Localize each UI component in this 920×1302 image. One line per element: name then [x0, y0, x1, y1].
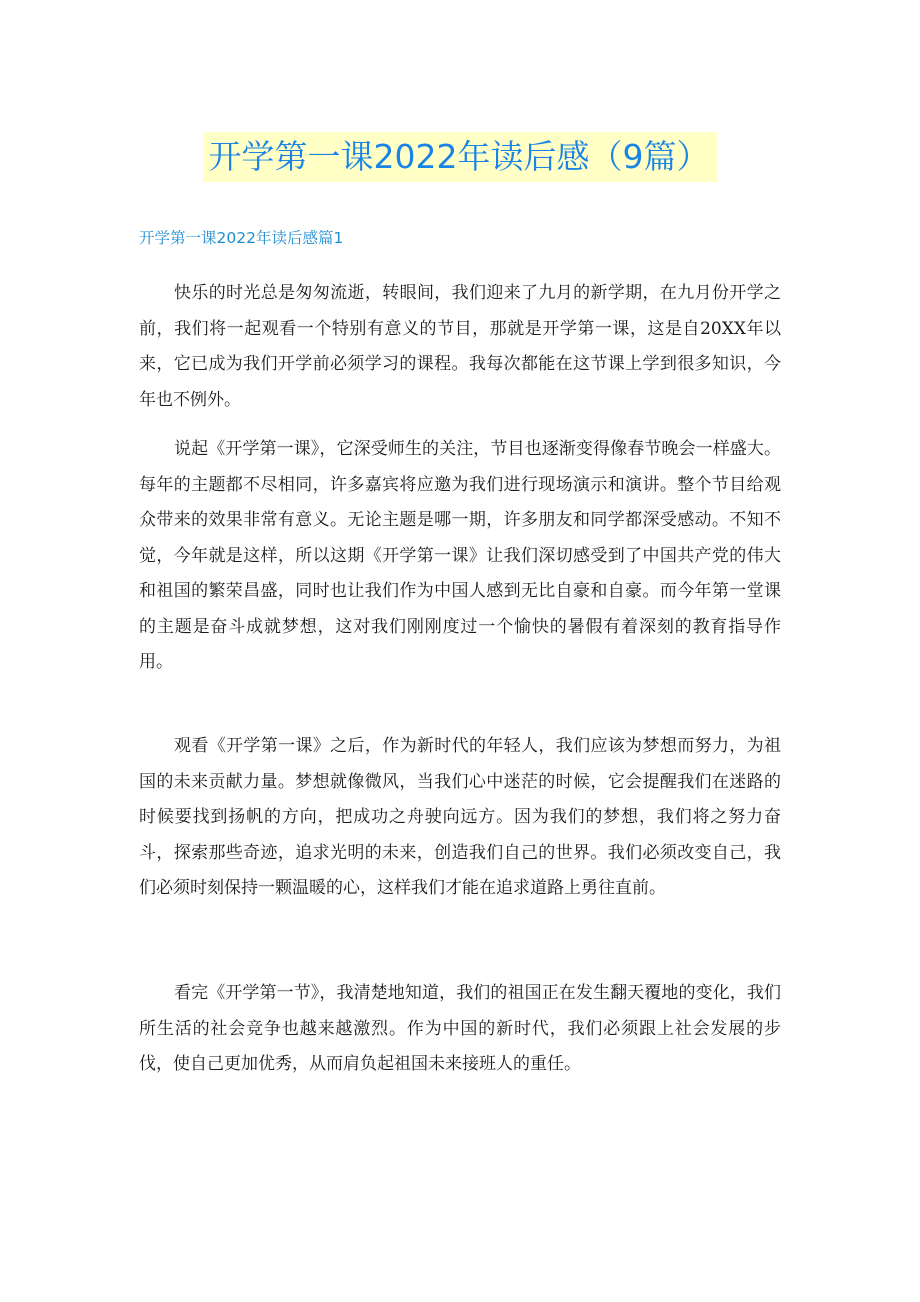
document-title: 开学第一课2022年读后感（9篇） — [203, 132, 718, 182]
section-heading: 开学第一课2022年读后感篇1 — [139, 229, 344, 247]
paragraph-1: 快乐的时光总是匆匆流逝，转眼间，我们迎来了九月的新学期，在九月份开学之前，我们将一起观看一个特别有意义的节目，那就是开学第一课，这是自20XX年以来，它已成为我们开学前必须学习的课程。我每次都能在这节课上学到很多知识，今年也不例外。 — [139, 283, 781, 410]
paragraph-4: 看完《开学第一节》，我清楚地知道，我们的祖国正在发生翻天覆地的变化，我们所生活的社会竞争也越来越激烈。作为中国的新时代，我们必须跟上社会发展的步伐，使自己更加优秀，从而肩负起祖国未来接班人的重任。 — [139, 983, 781, 1074]
paragraph-3: 观看《开学第一课》之后，作为新时代的年轻人，我们应该为梦想而努力，为祖国的未来贡献力量。梦想就像微风，当我们心中迷茫的时候，它会提醒我们在迷路的时候要找到扬帆的方向，把成功之舟驶向远方。因为我们的梦想，我们将之努力奋斗，探索那些奇迹，追求光明的未来，创造我们自己的世界。我们必须改变自己，我们必须时刻保持一颗温暖的心，这样我们才能在追求道路上勇往直前。 — [139, 736, 781, 898]
paragraph-2: 说起《开学第一课》，它深受师生的关注，节目也逐渐变得像春节晚会一样盛大。每年的主题都不尽相同，许多嘉宾将应邀为我们进行现场演示和演讲。整个节目给观众带来的效果非常有意义。无论主题是哪一期，许多朋友和同学都深受感动。不知不觉，今年就是这样，所以这期《开学第一课》让我们深切感受到了中国共产党的伟大和祖国的繁荣昌盛，同时也让我们作为中国人感到无比自豪和自豪。而今年第一堂课的主题是奋斗成就梦想，这对我们刚刚度过一个愉快的暑假有着深刻的教育指导作用。 — [139, 439, 781, 672]
title-container — [0, 132, 920, 182]
